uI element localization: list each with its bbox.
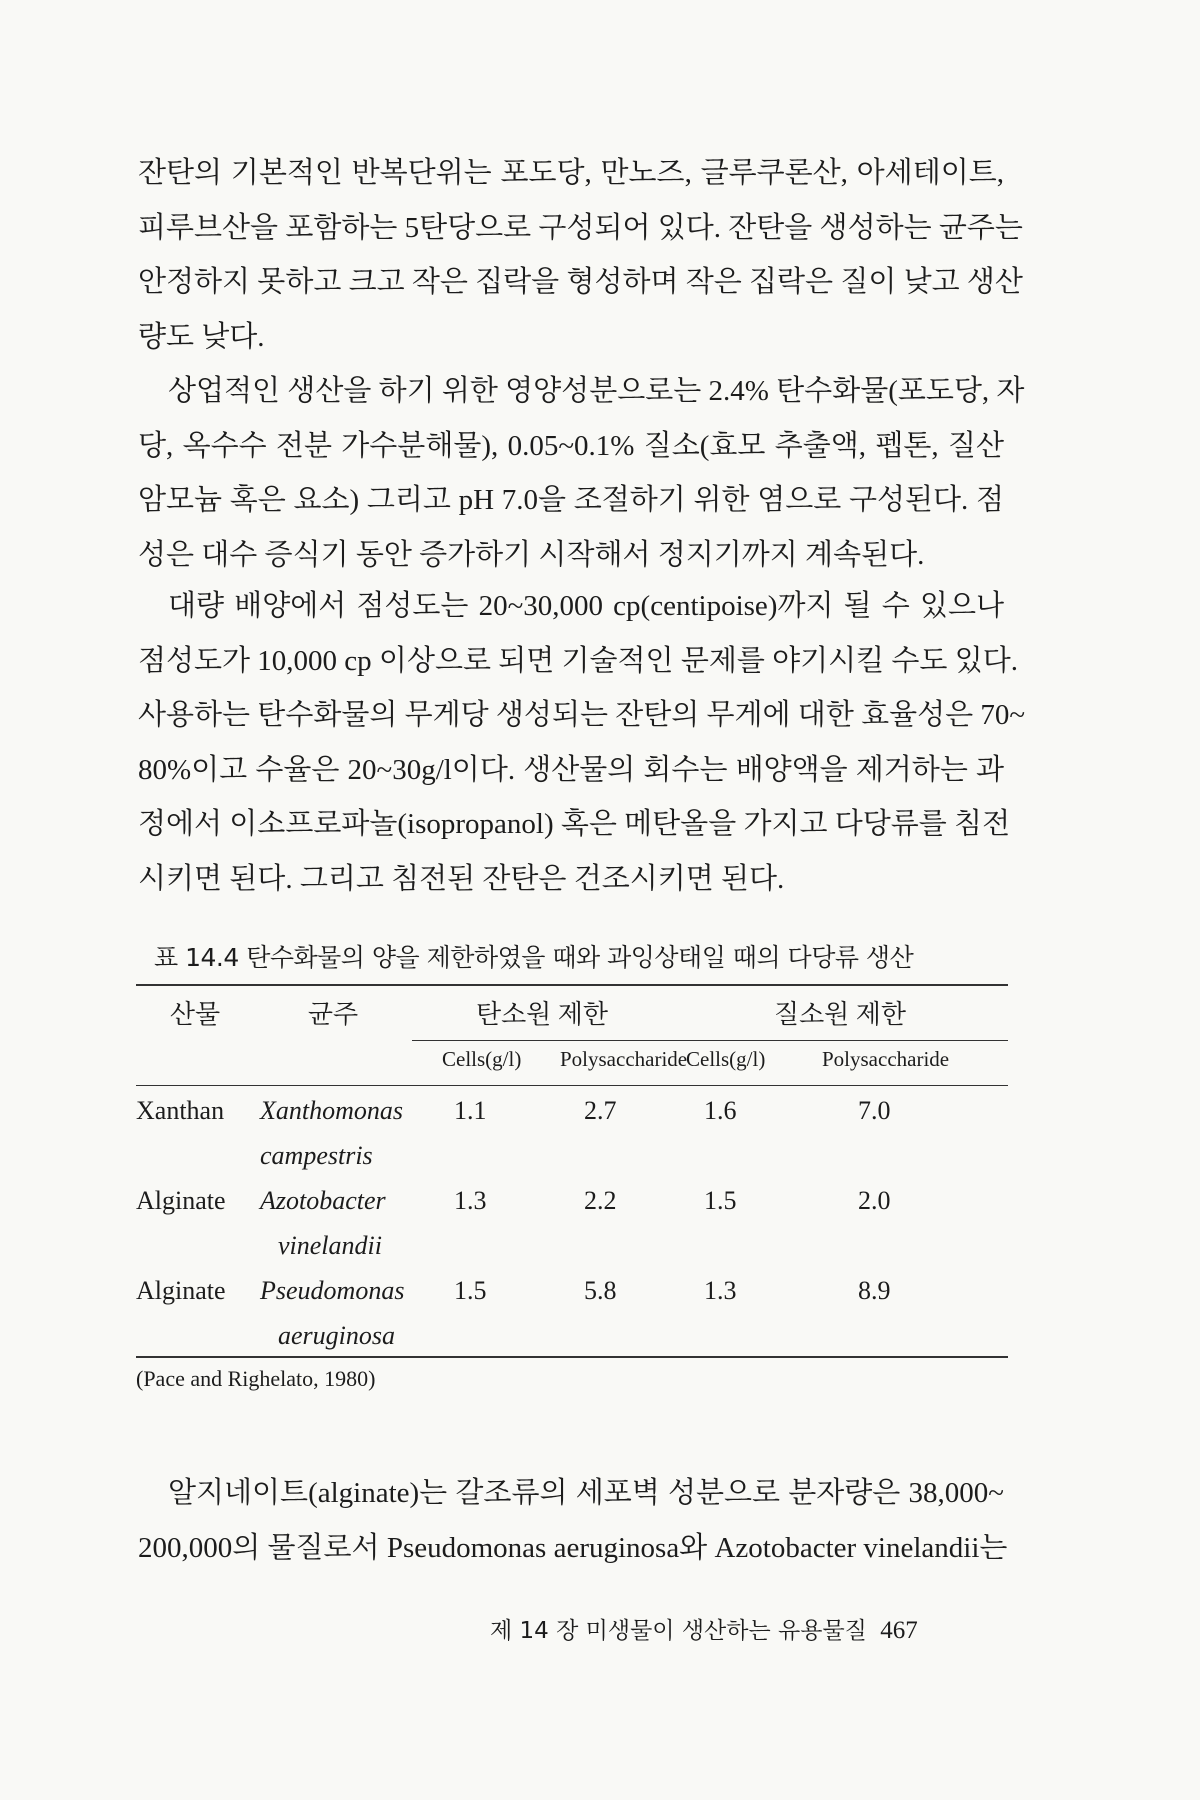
- text-line: 점성도가 10,000 cp 이상으로 되면 기술적인 문제를 야기시킬 수도 있다.: [138, 644, 1018, 677]
- table-row: [136, 1086, 1008, 1142]
- data-table: [136, 984, 1008, 1358]
- text-line: 200,000의 물질로서 Pseudomonas aeruginosa와 Azotobacter vinelandii는: [138, 1531, 1008, 1564]
- cell-strain: Xanthomonas: [254, 1086, 412, 1142]
- text-line: 피루브산을 포함하는 5탄당으로 구성되어 있다. 잔탄을 생성하는 균주는: [138, 211, 1023, 244]
- header-nitrogen-cells: Cells(g/l): [686, 1047, 766, 1071]
- header-strain: 균주: [254, 985, 412, 1041]
- page-number: 467: [880, 1617, 918, 1644]
- header-carbon-cells: Cells(g/l): [442, 1047, 522, 1071]
- paragraph-4: [138, 1466, 1008, 1575]
- cell-nitrogen-poly: 2.0: [858, 1186, 891, 1215]
- header-nitrogen-polysaccharide: Polysaccharide: [822, 1047, 950, 1071]
- cell-carbon-cells: 1.3: [454, 1186, 487, 1215]
- cell-product: Xanthan: [136, 1086, 254, 1142]
- cell-nitrogen-cells: 1.6: [672, 1086, 802, 1142]
- text-line: 사용하는 탄수화물의 무게당 생성되는 잔탄의 무게에 대한 효율성은 70~: [138, 699, 1026, 731]
- cell-nitrogen-cells: 1.5: [704, 1186, 737, 1215]
- text-line: 암모늄 혹은 요소) 그리고 pH 7.0을 조절하기 위한 염으로 구성된다. 점: [138, 484, 1004, 516]
- text-line: 잔탄의 기본적인 반복단위는 포도당, 만노즈, 글루쿠론산, 아세테이트,: [138, 157, 1004, 189]
- table-row-continuation: [136, 1321, 1008, 1357]
- cell-nitrogen-poly: 7.0: [802, 1086, 1008, 1142]
- table-row: [136, 1176, 1008, 1231]
- cell-strain-line2: vinelandii: [278, 1231, 382, 1260]
- header-carbon-polysaccharide: Polysaccharide: [560, 1047, 688, 1071]
- cell-carbon-poly: 2.7: [532, 1086, 672, 1142]
- chapter-title: 제 14 장 미생물이 생산하는 유용물질: [490, 1618, 867, 1644]
- cell-product: Alginate: [136, 1276, 226, 1305]
- cell-nitrogen-poly: 8.9: [858, 1276, 891, 1305]
- cell-strain: Pseudomonas: [260, 1276, 405, 1305]
- cell-carbon-poly: 5.8: [584, 1276, 617, 1305]
- table-source: (Pace and Righelato, 1980): [136, 1366, 376, 1391]
- text-line: 정에서 이소프로파놀(isopropanol) 혹은 메탄올을 가지고 다당류를 침전: [138, 808, 1011, 840]
- paragraph-2: [138, 364, 1025, 582]
- paragraph-1: [138, 146, 1023, 364]
- text-line: 상업적인 생산을 하기 위한 영양성분으로는 2.4% 탄수화물(포도당, 자: [168, 375, 1025, 407]
- header-carbon-limited: 탄소원 제한: [412, 985, 672, 1041]
- table-row-continuation: [136, 1141, 1008, 1176]
- paragraph-3: [138, 579, 1026, 906]
- text-line: 80%이고 수율은 20~30g/l이다. 생산물의 회수는 배양액을 제거하는 과: [138, 753, 1004, 786]
- text-line: 당, 옥수수 전분 가수분해물), 0.05~0.1% 질소(효모 추출액, 펩톤, 질산: [138, 429, 1004, 462]
- text-line: 대량 배양에서 점성도는 20~30,000 cp(centipoise)까지 될 수 있으나: [168, 590, 1004, 622]
- text-line: 성은 대수 증식기 동안 증가하기 시작해서 정지기까지 계속된다.: [138, 538, 925, 571]
- cell-strain-line2: aeruginosa: [254, 1321, 412, 1357]
- text-line: 량도 낮다.: [138, 320, 265, 353]
- cell-product: Alginate: [136, 1186, 226, 1215]
- text-line: 시키면 된다. 그리고 침전된 잔탄은 건조시키면 된다.: [138, 862, 785, 895]
- table-row: [136, 1266, 1008, 1321]
- table-row-continuation: [136, 1231, 1008, 1266]
- cell-nitrogen-cells: 1.3: [704, 1276, 737, 1305]
- cell-strain-line2: campestris: [260, 1141, 373, 1170]
- page-footer: [490, 1612, 918, 1645]
- cell-carbon-cells: 1.1: [412, 1086, 532, 1142]
- text-line: 안정하지 못하고 크고 작은 집락을 형성하며 작은 집락은 질이 낮고 생산: [138, 266, 1023, 298]
- header-product: 산물: [136, 985, 254, 1041]
- text-line: 알지네이트(alginate)는 갈조류의 세포벽 성분으로 분자량은 38,000~: [168, 1477, 1004, 1509]
- cell-strain: Azotobacter: [260, 1186, 386, 1215]
- header-nitrogen-limited: 질소원 제한: [672, 985, 1008, 1041]
- cell-carbon-cells: 1.5: [454, 1276, 487, 1305]
- table-caption: 표 14.4 탄수화물의 양을 제한하였을 때와 과잉상태일 때의 다당류 생산: [154, 943, 914, 972]
- cell-carbon-poly: 2.2: [584, 1186, 617, 1215]
